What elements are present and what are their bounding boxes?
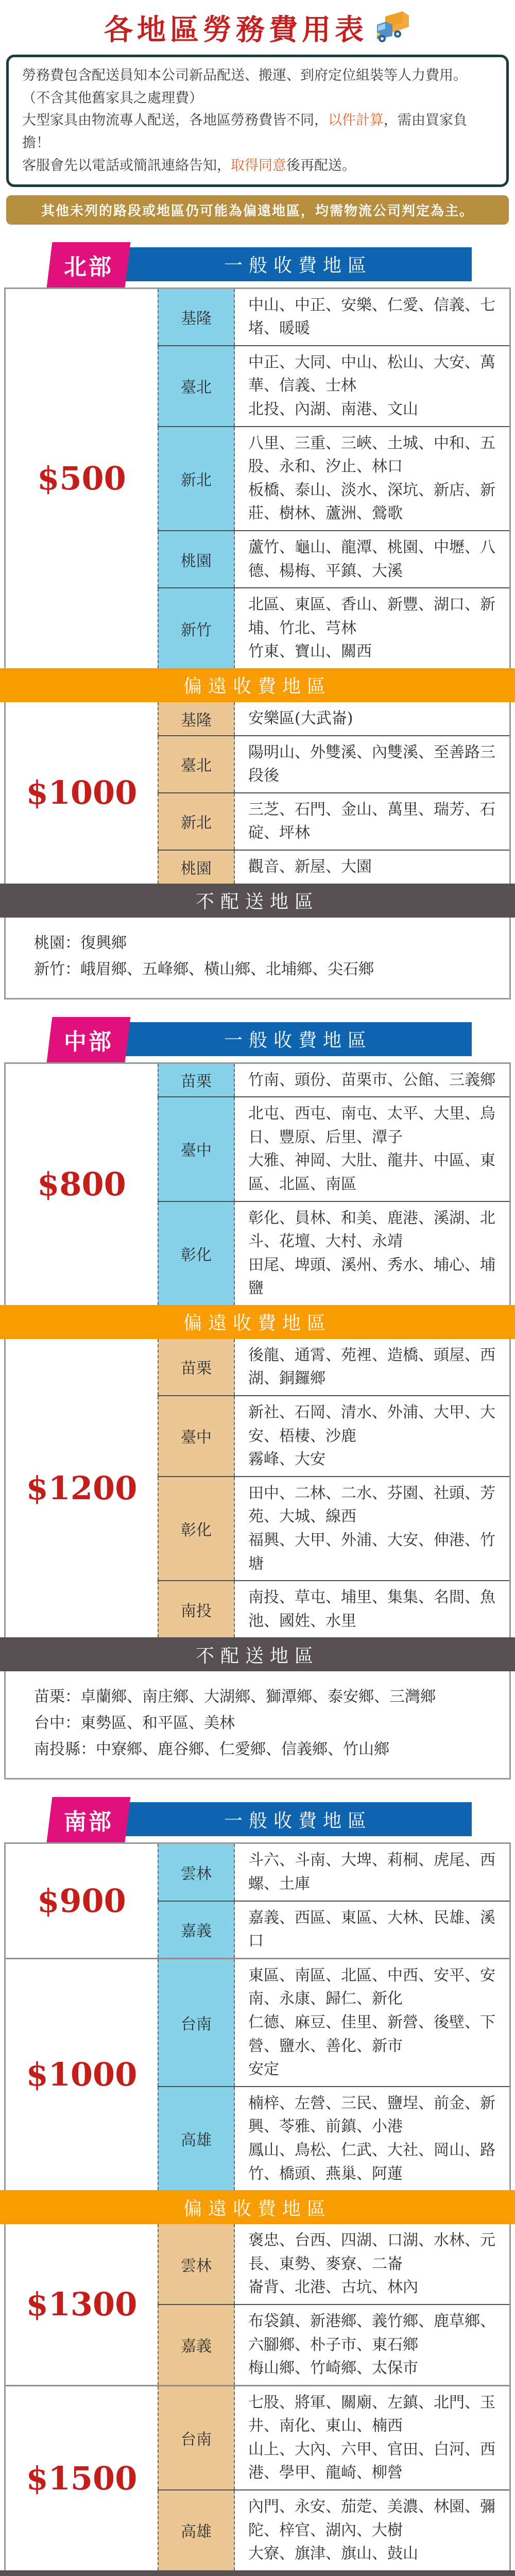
areas-line: 內門、永安、茄萣、美濃、林園、彌陀、梓官、湖內、大樹	[248, 2498, 495, 2539]
section-header	[0, 1797, 515, 1842]
areas-text	[235, 1959, 509, 2086]
areas-line: 東區、南區、北區、中西、安平、安南、永康、歸仁、新化	[248, 1966, 495, 2008]
areas-line: 北區、東區、香山、新豐、湖口、新埔、竹北、芎林	[248, 596, 495, 637]
areas-text	[235, 427, 509, 530]
county-rows	[158, 289, 509, 668]
price-group-general	[6, 289, 509, 668]
areas-line: 新社、石岡、清水、外浦、大甲、大安、梧棲、沙鹿	[248, 1403, 495, 1445]
areas-line: 田尾、埤頭、溪州、秀水、埔心、埔鹽	[248, 1256, 495, 1298]
areas-line: 北屯、西屯、南屯、太平、大里、烏日、豐原、后里、潭子	[248, 1105, 495, 1146]
county-rows	[158, 1064, 509, 1305]
areas-line: 七股、將軍、關廟、左鎮、北門、玉井、南化、東山、楠西	[248, 2393, 495, 2435]
table-row	[158, 2386, 509, 2489]
areas-line: 北投、內湖、南港、文山	[248, 400, 418, 419]
table-row	[158, 2489, 509, 2570]
areas-text	[235, 2386, 509, 2489]
areas-text	[235, 2224, 509, 2304]
county-cell: 新北	[158, 793, 235, 850]
table-row	[158, 1201, 509, 1305]
areas-line: 仁德、麻豆、佳里、新營、後壁、下營、鹽水、善化、新市	[248, 2013, 495, 2055]
county-cell: 臺中	[158, 1396, 235, 1476]
table-row	[158, 345, 509, 426]
no-delivery-header-bar: 不配送地區	[0, 1637, 515, 1671]
region-section-中部	[0, 1017, 515, 1780]
areas-line: 大寮、旗津、旗山、鼓山	[248, 2545, 418, 2563]
areas-text	[235, 346, 509, 426]
county-cell: 彰化	[158, 1202, 235, 1305]
areas-line: 陽明山、外雙溪、內雙溪、至善路三段後	[248, 743, 495, 785]
areas-line: 霧峰、大安	[248, 1450, 325, 1469]
intro-line-4: 客服會先以電話或簡訊連絡告知，取得同意後再配送。	[22, 157, 356, 174]
areas-text	[235, 2305, 509, 2385]
intro-line-2: （不含其他舊家具之處理費）	[22, 90, 203, 106]
areas-line: 楠梓、左營、三民、鹽埕、前金、新興、苓雅、前鎮、小港	[248, 2094, 495, 2136]
areas-text	[235, 1339, 509, 1395]
areas-line: 布袋鎮、新港鄉、義竹鄉、鹿草鄉、六腳鄉、朴子市、東石鄉	[248, 2312, 495, 2354]
county-cell: 雲林	[158, 1844, 235, 1900]
county-cell: 彰化	[158, 1477, 235, 1580]
no-delivery-header-bar: 不配送地區	[0, 884, 515, 918]
table-row	[158, 1339, 509, 1395]
areas-text	[235, 1902, 509, 1958]
county-cell: 高雄	[158, 2087, 235, 2190]
county-cell: 南投	[158, 1581, 235, 1637]
price-label: $1000	[26, 2056, 138, 2094]
remote-header-bar: 偏遠收費地區	[0, 668, 515, 702]
table-row	[158, 1959, 509, 2086]
county-rows	[158, 1844, 509, 1957]
region-badge-label: 北部	[64, 253, 113, 280]
areas-line: 安樂區(大武崙)	[248, 709, 353, 727]
county-cell: 苗栗	[158, 1064, 235, 1097]
highlight-consent: 取得同意	[231, 157, 286, 174]
areas-text	[235, 1097, 509, 1200]
fee-table	[4, 1842, 511, 2576]
table-row	[158, 587, 509, 668]
table-row	[158, 426, 509, 530]
price-label: $1500	[26, 2459, 138, 2497]
areas-line: 嘉義、西區、東區、大林、民雄、溪口	[248, 1908, 495, 1951]
table-row	[158, 530, 509, 587]
remote-header-bar: 偏遠收費地區	[0, 2190, 515, 2224]
areas-text	[235, 289, 509, 345]
remote-area-disclaimer-bar: 其他未列的路段或地區仍可能為偏遠地區，均需物流公司判定為主。	[6, 195, 509, 225]
areas-line: 竹東、寶山、關西	[248, 642, 372, 661]
table-row	[158, 2304, 509, 2385]
price-group-general	[6, 1958, 509, 2190]
areas-line: 崙背、北港、古坑、林內	[248, 2278, 418, 2297]
intro-note-box	[6, 55, 509, 187]
county-cell: 台南	[158, 2386, 235, 2489]
areas-line: 南投、草屯、埔里、集集、名間、魚池、國姓、水里	[248, 1588, 495, 1630]
no-delivery-line: 南投縣：中寮鄉、鹿谷鄉、仁愛鄉、信義鄉、竹山鄉	[34, 1740, 389, 1759]
price-label: $800	[37, 1165, 126, 1204]
price-label: $1200	[26, 1469, 138, 1507]
region-section-南部	[0, 1797, 515, 2576]
areas-text	[235, 702, 509, 735]
areas-line: 觀音、新屋、大園	[248, 857, 372, 876]
table-row	[158, 1096, 509, 1200]
price-group-general	[6, 1844, 509, 1957]
county-cell: 嘉義	[158, 1902, 235, 1958]
county-rows	[158, 702, 509, 884]
areas-line: 蘆竹、龜山、龍潭、桃園、中壢、八德、楊梅、平鎮、大溪	[248, 538, 495, 580]
areas-line: 八里、三重、三峽、土城、中和、五股、永和、汐止、林口	[248, 434, 495, 476]
areas-text	[235, 1202, 509, 1305]
intro-line-3: 大型家具由物流專人配送，各地區勞務費皆不同，以件計算，需由買家負擔！	[22, 112, 467, 151]
price-group-remote	[6, 2224, 509, 2385]
table-row	[158, 1580, 509, 1637]
areas-line: 梅山鄉、竹崎鄉、太保市	[248, 2359, 418, 2378]
areas-line: 中正、大同、中山、松山、大安、萬華、信義、士林	[248, 353, 495, 395]
county-cell: 雲林	[158, 2224, 235, 2304]
intro-line-1: 勞務費包含配送員知本公司新品配送、搬運、到府定位組裝等人力費用。	[22, 67, 467, 83]
section-header	[0, 1017, 515, 1062]
table-row	[158, 1476, 509, 1580]
county-cell: 桃園	[158, 531, 235, 587]
region-section-北部	[0, 242, 515, 999]
region-badge	[47, 242, 131, 287]
areas-line: 斗六、斗南、大埤、莉桐、虎尾、西螺、土庫	[248, 1851, 495, 1893]
general-header-bar: 一般收費地區	[125, 1802, 472, 1836]
county-cell: 苗栗	[158, 1339, 235, 1395]
no-delivery-line: 台中：東勢區、和平區、美林	[34, 1714, 235, 1733]
price-label: $1000	[26, 774, 138, 812]
no-delivery-line: 新竹：峨眉鄉、五峰鄉、橫山鄉、北埔鄉、尖石鄉	[34, 960, 374, 978]
areas-text	[235, 531, 509, 587]
areas-text	[235, 1396, 509, 1476]
county-cell: 新北	[158, 427, 235, 530]
price-label: $500	[37, 460, 126, 498]
page-title: 各地區勞務費用表	[104, 13, 368, 47]
table-row	[158, 1901, 509, 1958]
areas-line: 中山、中正、安樂、仁愛、信義、七堵、暖暖	[248, 296, 495, 338]
price-group-remote	[6, 2385, 509, 2570]
county-cell: 桃園	[158, 851, 235, 884]
areas-text	[235, 793, 509, 850]
region-badge	[47, 1797, 131, 1842]
region-badge-label: 南部	[64, 1809, 113, 1836]
price-label: $1300	[26, 2285, 138, 2324]
no-delivery-header-bar	[0, 2570, 515, 2576]
table-row	[158, 1844, 509, 1900]
county-rows	[158, 1959, 509, 2190]
no-delivery-list	[6, 918, 509, 998]
areas-text	[235, 2490, 509, 2570]
areas-text	[235, 1477, 509, 1580]
areas-text	[235, 851, 509, 884]
table-row	[158, 1395, 509, 1476]
areas-line: 三芝、石門、金山、萬里、瑞芳、石碇、坪林	[248, 800, 495, 842]
county-rows	[158, 2224, 509, 2385]
general-header-bar: 一般收費地區	[125, 247, 472, 281]
county-cell: 臺中	[158, 1097, 235, 1200]
fee-table	[4, 287, 511, 999]
county-cell: 新竹	[158, 588, 235, 668]
county-rows	[158, 1339, 509, 1638]
fee-table	[4, 1062, 511, 1780]
areas-text	[235, 736, 509, 792]
areas-text	[235, 588, 509, 668]
county-cell: 臺北	[158, 736, 235, 792]
table-row	[158, 2086, 509, 2190]
county-cell: 台南	[158, 1959, 235, 2086]
no-delivery-line: 桃園：復興鄉	[34, 934, 127, 952]
areas-line: 板橋、泰山、淡水、深坑、新店、新莊、樹林、蘆洲、鶯歌	[248, 481, 495, 523]
fee-sections	[0, 242, 515, 2576]
county-cell: 臺北	[158, 346, 235, 426]
areas-line: 山上、大內、六甲、官田、白河、西港、學甲、龍崎、柳營	[248, 2440, 495, 2482]
areas-line: 大雅、神岡、大肚、龍井、中區、東區、北區、南區	[248, 1151, 495, 1193]
no-delivery-list	[6, 1671, 509, 1778]
areas-line: 安定	[248, 2060, 279, 2079]
areas-line: 後龍、通霄、苑裡、造橋、頭屋、西湖、銅鑼鄉	[248, 1346, 495, 1388]
areas-text	[235, 1581, 509, 1637]
region-badge	[47, 1017, 131, 1062]
table-row	[158, 2224, 509, 2304]
table-row	[158, 1064, 509, 1097]
county-cell: 高雄	[158, 2490, 235, 2570]
table-row	[158, 702, 509, 735]
areas-text	[235, 2087, 509, 2190]
table-row	[158, 792, 509, 850]
county-cell: 基隆	[158, 289, 235, 345]
truck-icon	[373, 9, 411, 46]
price-group-remote	[6, 1339, 509, 1638]
areas-line: 鳳山、鳥松、仁武、大社、岡山、路竹、橋頭、燕巢、阿蓮	[248, 2141, 495, 2183]
county-cell: 基隆	[158, 702, 235, 735]
price-group-general	[6, 1064, 509, 1305]
price-group-remote	[6, 702, 509, 884]
no-delivery-line: 苗栗：卓蘭鄉、南庄鄉、大湖鄉、獅潭鄉、泰安鄉、三灣鄉	[34, 1688, 436, 1706]
county-cell: 嘉義	[158, 2305, 235, 2385]
areas-line: 竹南、頭份、苗栗市、公館、三義鄉	[248, 1071, 495, 1089]
table-row	[158, 289, 509, 345]
table-row	[158, 850, 509, 884]
page-header	[0, 0, 515, 50]
region-badge-label: 中部	[64, 1028, 113, 1055]
table-row	[158, 735, 509, 792]
remote-header-bar: 偏遠收費地區	[0, 1305, 515, 1339]
price-label: $900	[37, 1882, 126, 1920]
areas-text	[235, 1844, 509, 1900]
areas-line: 彰化、員林、和美、鹿港、溪湖、北斗、花壇、大村、永靖	[248, 1209, 495, 1251]
areas-line: 福興、大甲、外浦、大安、伸港、竹塘	[248, 1531, 495, 1573]
areas-line: 田中、二林、二水、芬園、社頭、芳苑、大城、線西	[248, 1484, 495, 1526]
general-header-bar: 一般收費地區	[125, 1022, 472, 1056]
section-header	[0, 242, 515, 287]
areas-text	[235, 1064, 509, 1097]
areas-line: 褒忠、台西、四湖、口湖、水林、元長、東勢、麥寮、二崙	[248, 2231, 495, 2273]
county-rows	[158, 2386, 509, 2570]
highlight-per-item: 以件計算	[328, 112, 384, 129]
